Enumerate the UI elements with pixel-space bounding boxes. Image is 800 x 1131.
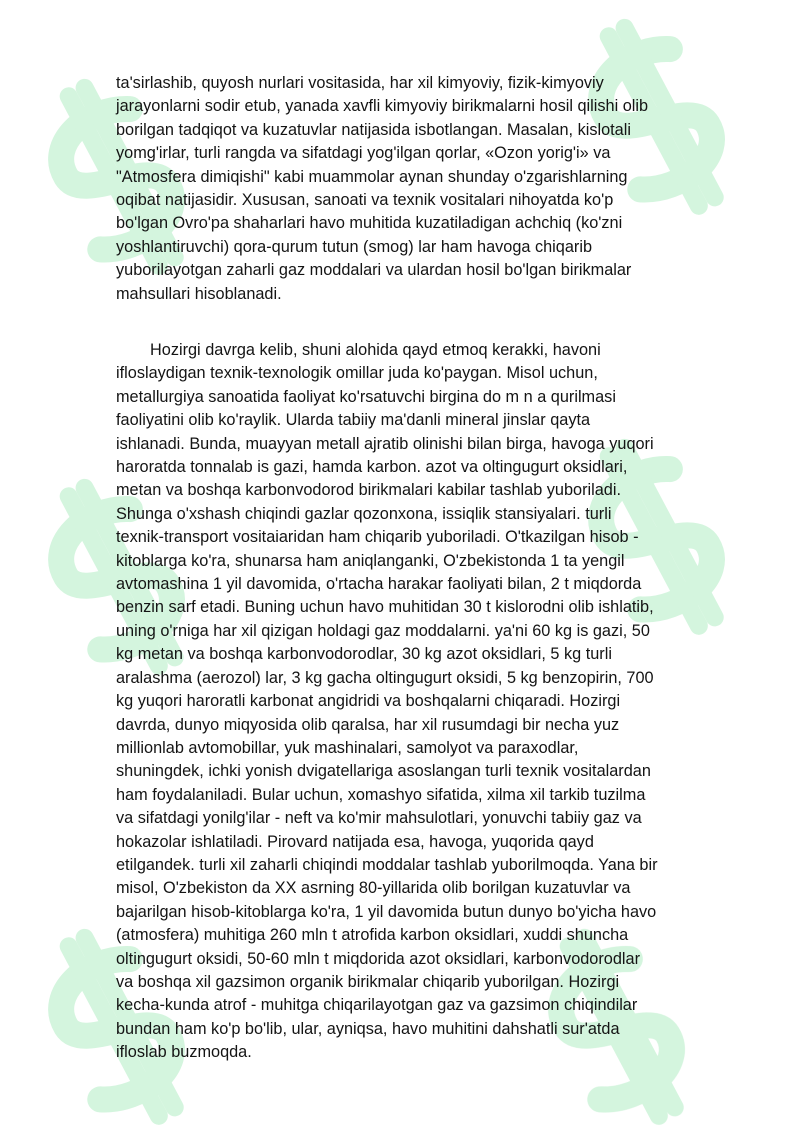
paragraph-1-text: ta'sirlashib, quyosh nurlari vositasida, har xil kimyoviy, fizik-kimyoviy jarayonlarni sodir etub, yanada xavfli kimyoviy birikmalarni hosil qilishi olib borilgan tadqiqot va kuzatuvlar natijasida isbotlangan. Masalan, kislotali yomg'irlar, turli rangda va sifatdagi yog'ilgan qorlar, «Ozon yorig'i» va "Atmosfera dimiqishi" kabi muammolar aynan shunday o'zgarishlarning oqibat natijasidir. Xususan, sanoati va texnik vositalari nihoyatda ko'p bo'lgan Ovro'pa shaharlari havo muhitida kuzatiladigan achchiq (ko'zni yoshlantiruvchi) qora-qurum tutun (smog) lar ham havoga chiqarib yuborilayotgan zaharli gaz moddalari va ulardan hosil bo'lgan birikmalar mahsullari hisoblanadi. [116,74,649,303]
paragraph-2-text: Hozirgi davrga kelib, shuni alohida qayd etmoq kerakki, havoni ifloslaydigan texnik-texnologik omillar juda ko'paygan. Misol uchun, metallurgiya sanoatida faoliyat ko'rsatuvchi birgina do m n a qurilmasi faoliyatini olib ko'raylik. Ularda tabiiy ma'danli mineral jinslar qayta ishlanadi. Bunda, muayyan metall ajratib olinishi bilan birga, havoga yuqori haroratda tonnalab is gazi, hamda karbon. azot va oltingugurt oksidlari, metan va boshqa karbonvodorod birikmalari kabilar tashlab yuboriladi. Shunga o'xshash chiqindi gazlar qozonxona, issiqlik stansiyalari. turli texnik-transport vositaiaridan ham chiqarib yuboriladi. O'tkazilgan hisob - kitoblarga ko'ra, shunarsa ham aniqlanganki, O'zbekistonda 1 ta yengil avtomashina 1 yil davomida, o'rtacha harakar faoliyati bilan, 2 t miqdorda benzin sarf etadi. Buning uchun havo muhitidan 30 t kislorodni olib ishlatib, uning o'rniga har xil qizigan holdagi gaz moddalarni. ya'ni 60 kg is gazi, 50 kg metan va boshqa karbonvodorodlar, 30 kg azot oksidlari, 5 kg turli aralashma (aerozol) lar, 3 kg gacha oltingugurt oksidi, 5 kg benzopirin, 700 kg yuqori haroratli karbonat angidridi va boshqalarni chiqaradi. Hozirgi davrda, dunyo miqyosida olib qaralsa, har xil rusumdagi bir necha yuz millionlab avtomobillar, yuk mashinalari, samolyot va paraxodlar, shuningdek, ichki yonish dvigatellariga asoslangan turli texnik vositalardan ham foydalaniladi. Bular uchun, xomashyo sifatida, xilma xil tarkib tuzilma va sifatdagi yonilg'ilar - neft va ko'mir mahsulotlari, yonuvchi tabiiy gaz va hokazolar ishlatiladi. Pirovard natijada esa, havoga, yuqorida qayd etilgandek. turli xil zaharli chiqindi moddalar tashlab yuborilmoqda. Yana bir misol, O'zbekiston da XX asrning 80-yillarida olib borilgan kuzatuvlar va bajarilgan hisob-kitoblarga ko'ra, 1 yil davomida butun dunyo bo'yicha havo (atmosfera) muhitiga 260 mln t atrofida karbon oksidlari, xuddi shuncha oltingugurt oksidi, 50-60 mln t miqdorida azot oksidlari, karbonvodorodlar va boshqa xil gazsimon organik birikmalar chiqarib yuborilgan. Hozirgi kecha-kunda atrof - muhitga chiqarilayotgan gaz va gazsimon chiqindilar bundan ham ko'p bo'lib, ular, ayniqsa, havo muhitini dahshatli sur'atda ifloslab buzmoqda. [116,341,658,1062]
paragraph-1 [116,72,716,306]
paragraph-2 [116,339,716,1065]
